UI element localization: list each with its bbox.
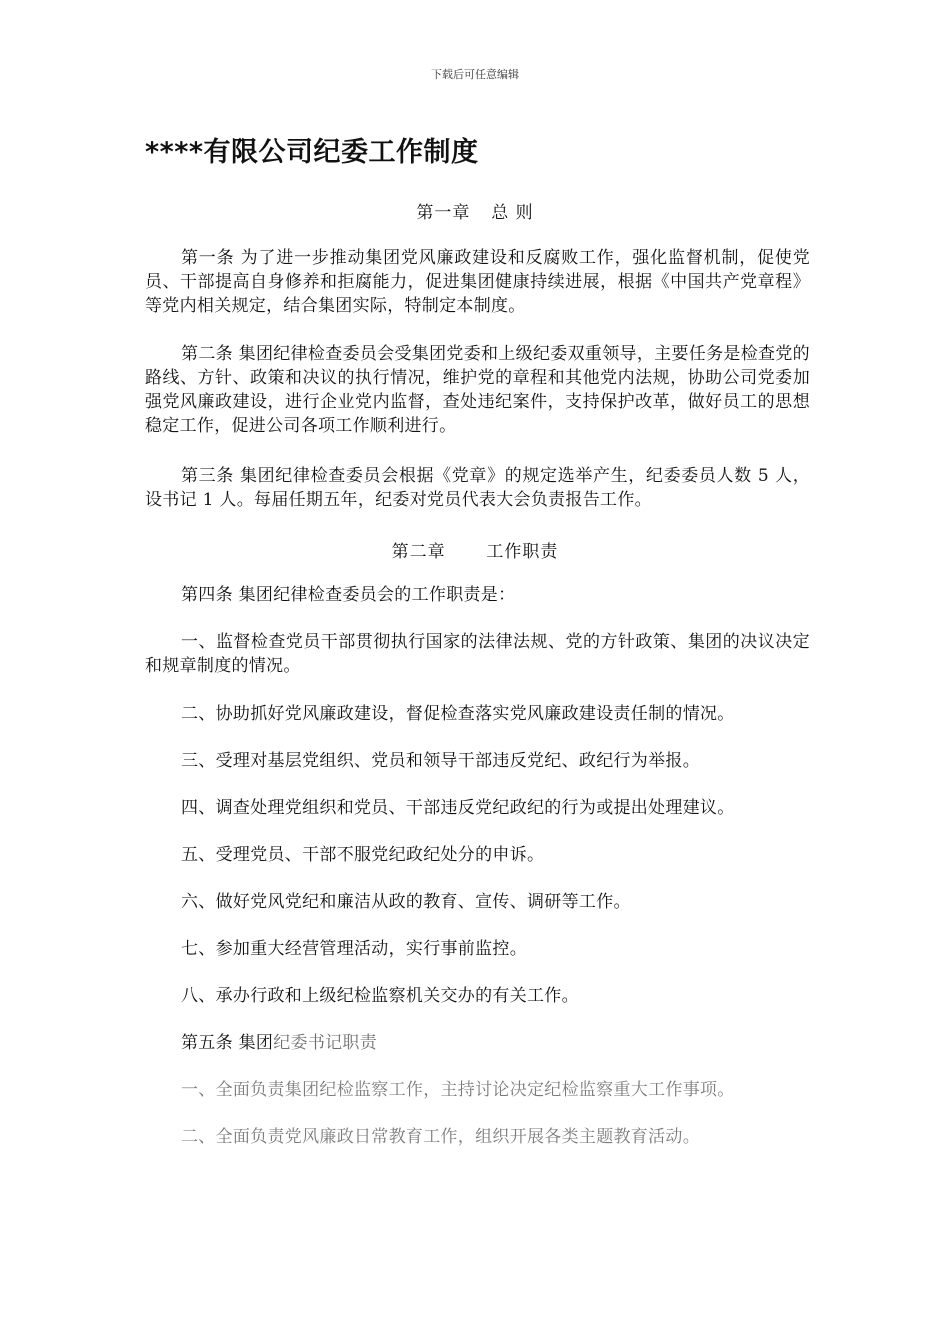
article-5-tail: 纪委书记职责 [273, 1033, 378, 1053]
header-note: 下载后可任意编辑 [431, 68, 519, 81]
chapter-1-label: 第一章 [416, 203, 471, 223]
article-5-head: 第五条 集团 [181, 1033, 274, 1053]
chapter-2-name: 工作职责 [486, 542, 559, 562]
secretary-duty-item: 二、全面负责党风廉政日常教育工作，组织开展各类主题教育活动。 [181, 1127, 700, 1147]
article-4: 第四条 集团纪律检查委员会的工作职责是： [181, 585, 516, 605]
article-2: 第二条 集团纪律检查委员会受集团党委和上级纪委双重领导，主要任务是检查党的路线、方针、政策和决议的执行情况，维护党的章程和其他党内法规，协助公司党委加强党风廉政建设，进行企业党内监督，查处违纪案件，支持保护改革，做好员工的思想稳定工作，促进公司各项工作顺利进行。 [145, 344, 810, 436]
article-5 [145, 1031, 810, 1055]
duty-item: 三、受理对基层党组织、党员和领导干部违反党纪、政纪行为举报。 [181, 751, 700, 771]
duty-item: 六、做好党风党纪和廉洁从政的教育、宣传、调研等工作。 [181, 892, 631, 912]
duty-item: 四、调查处理党组织和党员、干部违反党纪政纪的行为或提出处理建议。 [181, 798, 735, 818]
secretary-duty-item: 一、全面负责集团纪检监察工作，主持讨论决定纪检监察重大工作事项。 [181, 1080, 735, 1100]
chapter-1-name: 总 则 [491, 203, 534, 223]
article-3: 第三条 集团纪律检查委员会根据《党章》的规定选举产生，纪委委员人数 5 人，设书记 1 人。每届任期五年，纪委对党员代表大会负责报告工作。 [145, 466, 810, 510]
chapter-2-label: 第二章 [391, 542, 446, 562]
document-title: ****有限公司纪委工作制度 [145, 137, 479, 168]
article-1: 第一条 为了进一步推动集团党风廉政建设和反腐败工作，强化监督机制，促使党员、干部提高自身修养和拒腐能力，促进集团健康持续进展，根据《中国共产党章程》等党内相关规定，结合集团实际，特制定本制度。 [145, 248, 810, 316]
duty-item: 七、参加重大经营管理活动，实行事前监控。 [181, 939, 527, 959]
chapter-1-heading [0, 198, 950, 223]
chapter-2-heading [0, 537, 950, 562]
duty-item: 五、受理党员、干部不服党纪政纪处分的申诉。 [181, 845, 545, 865]
duty-item: 八、承办行政和上级纪检监察机关交办的有关工作。 [181, 986, 579, 1006]
duty-item: 二、协助抓好党风廉政建设，督促检查落实党风廉政建设责任制的情况。 [181, 704, 735, 724]
duty-item: 一、监督检查党员干部贯彻执行国家的法律法规、党的方针政策、集团的决议决定和规章制度的情况。 [145, 632, 810, 676]
